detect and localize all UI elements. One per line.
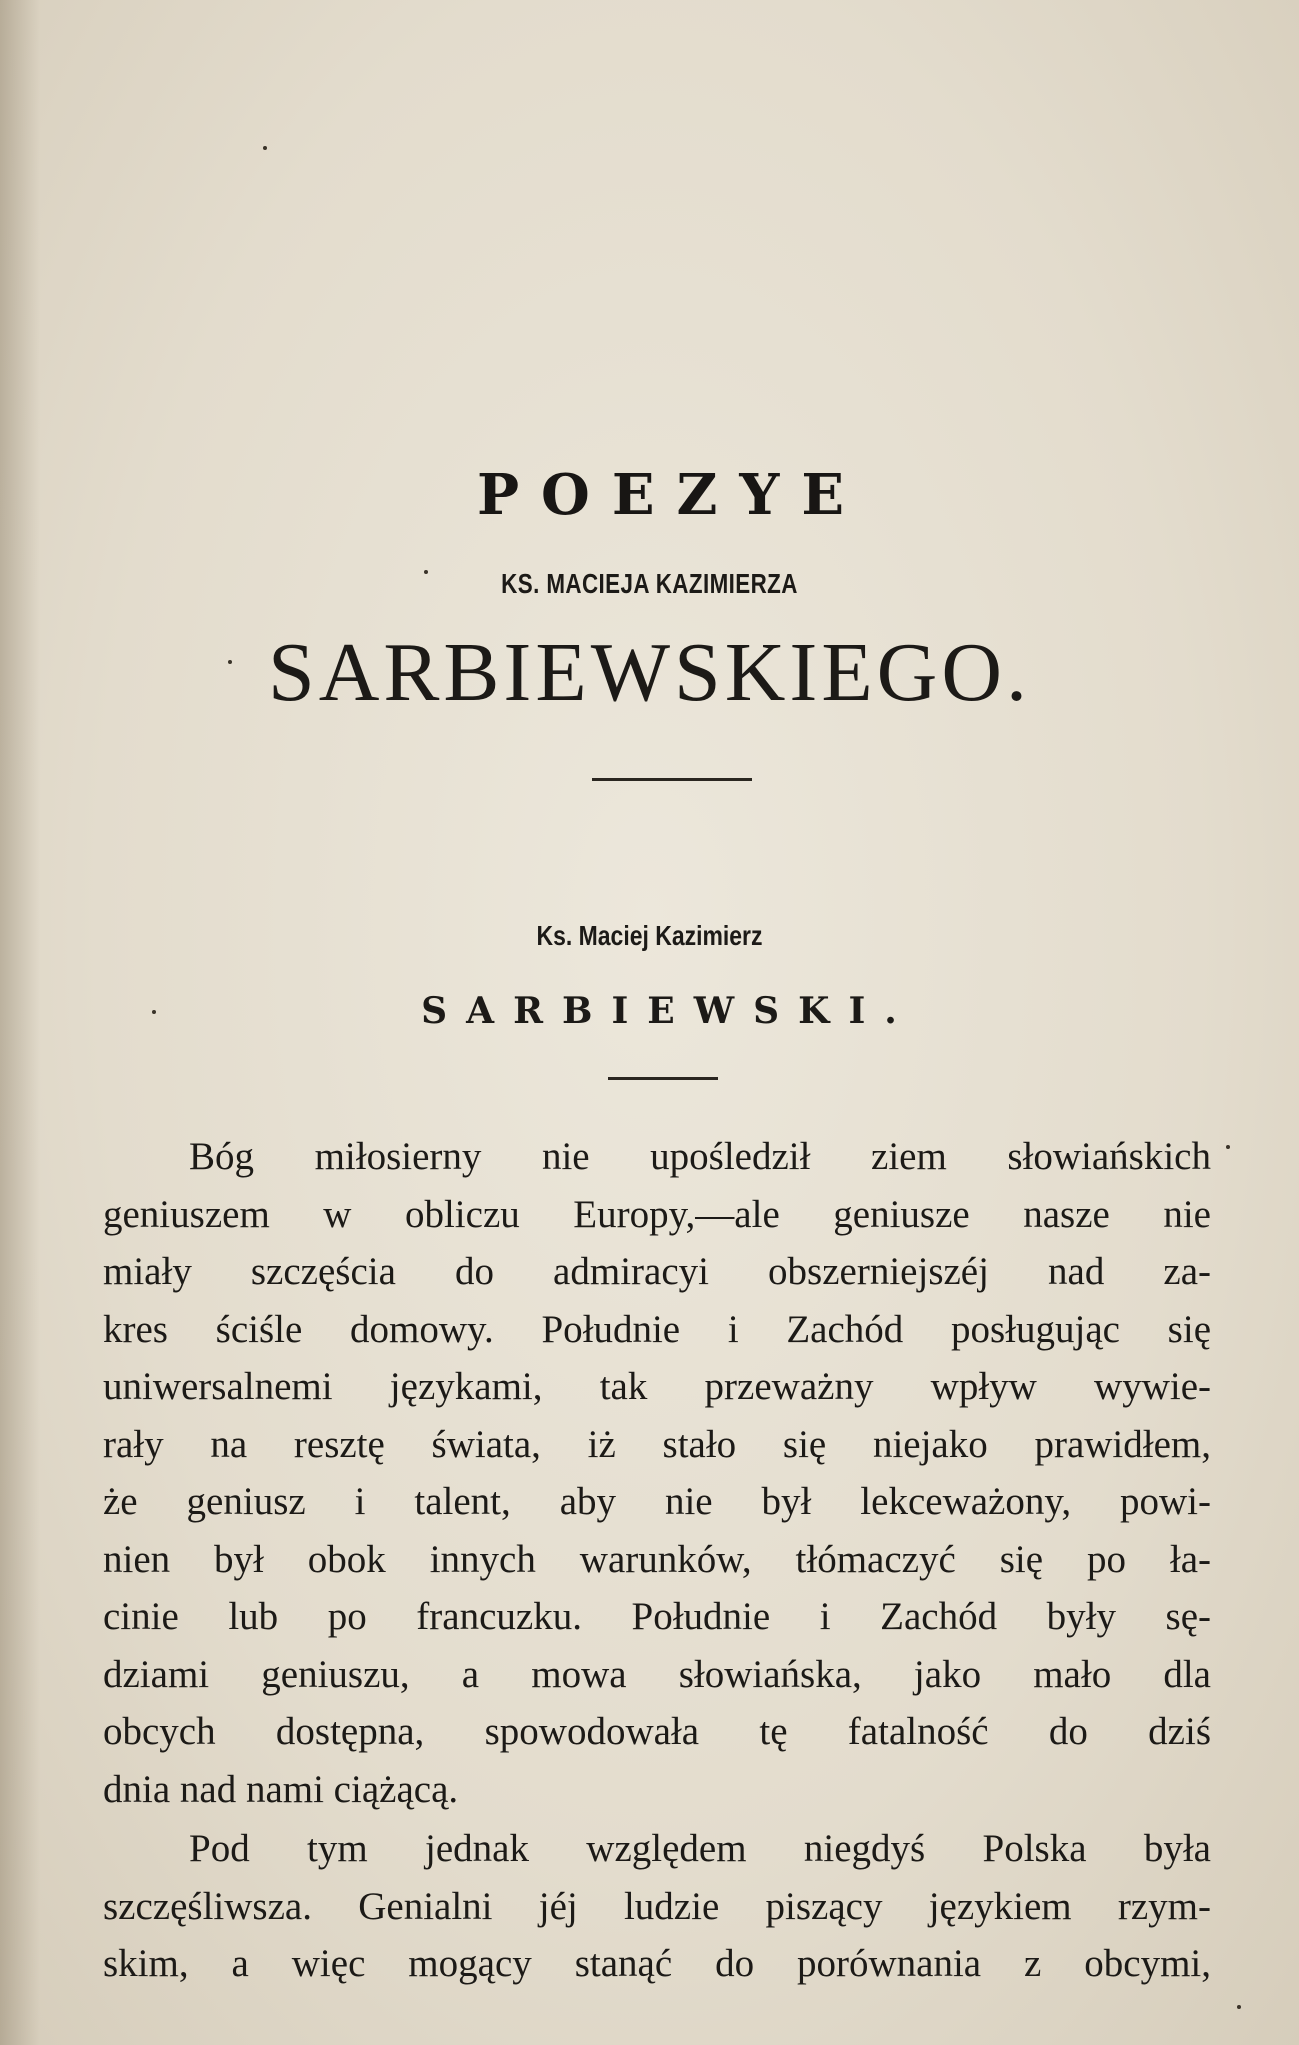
text-line: kres ściśle domowy. Południe i Zachód posługując się xyxy=(103,1307,1211,1351)
title-poezye: POEZYE xyxy=(476,462,867,528)
paper-speck xyxy=(1237,2005,1241,2009)
text-line: rały na resztę świata, iż stało się niejako prawidłem, xyxy=(103,1422,1211,1466)
title-author: SARBIEWSKIEGO. xyxy=(268,626,1031,719)
text-line: geniuszem w obliczu Europy,—ale geniusze nasze nie xyxy=(103,1192,1211,1236)
text-line: dnia nad nami ciążącą. xyxy=(103,1767,459,1811)
paragraph-2 xyxy=(103,1820,1211,1993)
text-line: miały szczęścia do admiracyi obszerniejszéj nad za- xyxy=(103,1250,1211,1293)
paper-speck xyxy=(1226,1145,1230,1149)
paragraph-1 xyxy=(103,1128,1211,1818)
text-line: Pod tym jednak względem niegdyś Polska była xyxy=(189,1827,1211,1870)
paper-speck xyxy=(228,660,232,664)
paper-speck xyxy=(263,146,267,150)
text-line: że geniusz i talent, aby nie był lekceważony, powi- xyxy=(103,1480,1211,1523)
text-line: uniwersalnemi językami, tak przeważny wpływ wywie- xyxy=(103,1365,1211,1408)
text-line: dziami geniuszu, a mowa słowiańska, jako mało dla xyxy=(103,1652,1211,1696)
divider-rule-short xyxy=(608,1077,718,1080)
paper-speck xyxy=(152,1010,156,1014)
title-subtitle: KS. MACIEJA KAZIMIERZA xyxy=(501,568,798,599)
text-line: obcych dostępna, spowodowała tę fatalność do dziś xyxy=(103,1710,1211,1753)
section-author-name: Ks. Maciej Kazimierz xyxy=(536,920,763,951)
text-line: Bóg miłosierny nie upośledził ziem słowiańskich xyxy=(189,1135,1211,1178)
text-line: skim, a więc mogący stanąć do porównania z obcymi, xyxy=(103,1942,1211,1985)
text-line: cinie lub po francuzku. Południe i Zachód były sę- xyxy=(103,1595,1211,1638)
paper-speck xyxy=(424,570,428,574)
divider-rule xyxy=(592,778,752,781)
section-author-surname: SARBIEWSKI. xyxy=(421,990,916,1032)
text-line: szczęśliwsza. Genialni jéj ludzie piszący językiem rzym- xyxy=(103,1884,1211,1928)
text-line: nien był obok innych warunków, tłómaczyć się po ła- xyxy=(103,1537,1211,1581)
